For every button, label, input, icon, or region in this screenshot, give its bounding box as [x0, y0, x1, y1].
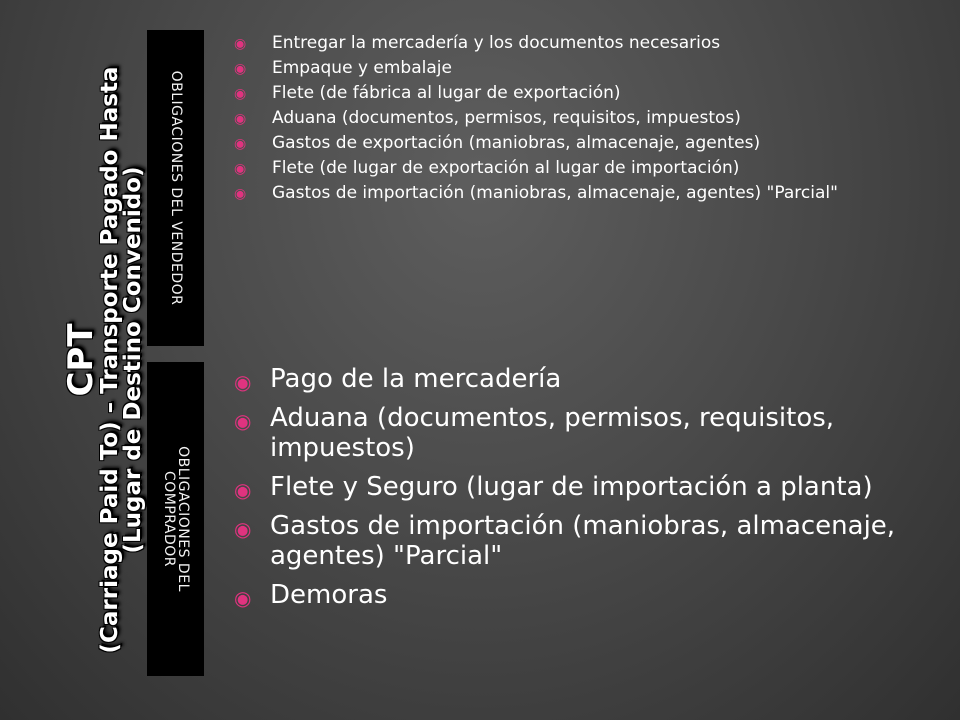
list-item-text: Empaque y embalaje: [272, 58, 452, 78]
list-item: [232, 580, 932, 610]
seller-label-bar: [147, 30, 204, 346]
target-bullet-icon: ◉: [234, 409, 252, 433]
list-item: [232, 472, 932, 502]
list-item-text: Gastos de importación (maniobras, almacenaje, agentes) "Parcial": [270, 511, 896, 571]
list-item-text: Entregar la mercadería y los documentos necesarios: [272, 33, 721, 53]
title-line-1: (Carriage Paid To) – Transporte Pagado Hasta: [96, 66, 123, 654]
target-bullet-icon: ◉: [234, 517, 252, 541]
list-item-text: Gastos de importación (maniobras, almacenaje, agentes) "Parcial": [272, 183, 838, 203]
list-item-text: Gastos de exportación (maniobras, almacenaje, agentes): [272, 133, 761, 153]
target-bullet-icon: ◉: [234, 61, 247, 77]
title-main: CPT: [61, 323, 102, 397]
list-item-text: Demoras: [270, 580, 388, 610]
list-item-text: Pago de la mercadería: [270, 364, 562, 394]
list-item: [232, 34, 932, 53]
list-item: [232, 364, 932, 394]
target-bullet-icon: ◉: [234, 86, 247, 102]
buyer-obligations-list: [232, 364, 932, 619]
list-item-text: Flete (de fábrica al lugar de exportación): [272, 83, 621, 103]
list-item-text: Aduana (documentos, permisos, requisitos, impuestos): [272, 108, 741, 128]
list-item: [232, 59, 932, 78]
list-item: [232, 159, 932, 178]
target-bullet-icon: ◉: [234, 186, 247, 202]
buyer-label-bar: [147, 362, 204, 676]
list-item-text: Aduana (documentos, permisos, requisitos, impuestos): [270, 403, 835, 463]
list-item-text: Flete y Seguro (lugar de importación a planta): [270, 472, 873, 502]
target-bullet-icon: ◉: [234, 36, 247, 52]
title-line-2: (Lugar de Destino Convenido): [120, 166, 147, 554]
list-item: [232, 109, 932, 128]
list-item: [232, 403, 932, 463]
list-item-text: Flete (de lugar de exportación al lugar de importación): [272, 158, 740, 178]
list-item: [232, 511, 932, 571]
seller-obligations-list: [232, 34, 932, 209]
target-bullet-icon: ◉: [234, 370, 252, 394]
target-bullet-icon: ◉: [234, 586, 252, 610]
target-bullet-icon: ◉: [234, 161, 247, 177]
seller-label: OBLIGACIONES DEL VENDEDOR: [167, 70, 184, 306]
slide-title: [61, 10, 147, 710]
buyer-label: OBLIGACIONES DEL COMPRADOR: [160, 446, 191, 592]
target-bullet-icon: ◉: [234, 111, 247, 127]
list-item: [232, 84, 932, 103]
slide-title-area: [60, 0, 150, 720]
list-item: [232, 184, 932, 203]
target-bullet-icon: ◉: [234, 478, 252, 502]
list-item: [232, 134, 932, 153]
target-bullet-icon: ◉: [234, 136, 247, 152]
